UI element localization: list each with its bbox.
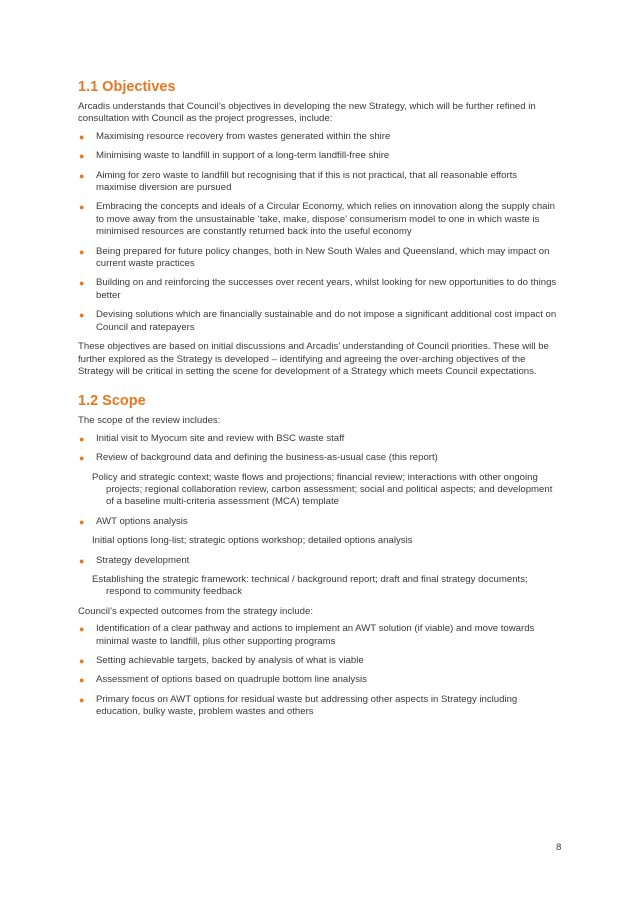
bullet-icon: ● xyxy=(79,310,85,321)
scope-item4-detail: Establishing the strategic framework: technical / background report; draft and final strategy documents; respond to community feedback xyxy=(92,573,528,598)
list-item: ● Setting achievable targets, backed by analysis of what is viable xyxy=(79,655,364,666)
document-page xyxy=(78,78,558,726)
bullet-icon: ● xyxy=(79,624,85,635)
scope-list-1 xyxy=(78,433,558,465)
bullet-icon: ● xyxy=(79,131,85,142)
list-item: ● Building on and reinforcing the successes over recent years, whilst looking for new opportunities to do things better xyxy=(79,277,557,301)
scope-list-2 xyxy=(78,516,558,528)
outcomes-intro: Council’s expected outcomes from the strategy include: xyxy=(78,605,313,617)
scope-item2-detail: Policy and strategic context; waste flows and projections; financial review; interactions with other ongoing projects; regional collaboration review, carbon assessment; social and political aspects; and development of a baseline multi-criteria assessment (MCA) template xyxy=(92,471,553,508)
bullet-icon: ● xyxy=(79,202,85,213)
list-item: ● AWT options analysis xyxy=(79,515,188,527)
list-item: ● Identification of a clear pathway and actions to implement an AWT solution (if viable) and move towards minimal waste to landfill, plus other supporting programs xyxy=(79,623,535,647)
bullet-icon: ● xyxy=(79,246,85,257)
bullet-icon: ● xyxy=(79,170,85,181)
bullet-icon: ● xyxy=(79,516,85,527)
scope-intro: The scope of the review includes: xyxy=(78,415,221,427)
list-item: ● Strategy development xyxy=(79,554,190,566)
list-item: ● Embracing the concepts and ideals of a Circular Economy, which relies on innovation along the supply chain to move away from the unsustainable ‘take, make, dispose’ consumerism model to one in which waste is minimised resources are constantly returned back into the useful economy xyxy=(79,201,555,238)
list-item: ● Review of background data and defining the business-as-usual case (this report) xyxy=(79,452,438,464)
list-item: ● Aiming for zero waste to landfill but recognising that if this is not practical, that all reasonable efforts maximise diversion are pursued xyxy=(79,169,518,194)
list-item: ● Being prepared for future policy changes, both in New South Wales and Queensland, which may impact on current waste practices xyxy=(79,245,550,270)
outcomes-list xyxy=(78,623,558,718)
scope-item3-detail: Initial options long-list; strategic options workshop; detailed options analysis xyxy=(92,535,413,547)
bullet-icon: ● xyxy=(79,656,85,666)
objectives-intro: Arcadis understands that Council’s objectives in developing the new Strategy, which will be further refined in consultation with Council as the project progresses, include: xyxy=(78,101,536,125)
list-item: ● Maximising resource recovery from wastes generated within the shire xyxy=(79,130,391,142)
list-item: ● Devising solutions which are financially sustainable and do not impose a significant additional cost impact on Council and ratepayers xyxy=(79,309,557,333)
scope-list-3 xyxy=(78,555,558,567)
bullet-icon: ● xyxy=(79,694,85,705)
list-item: ● Initial visit to Myocum site and review with BSC waste staff xyxy=(79,432,345,444)
scope-heading: 1.2 Scope xyxy=(78,393,146,410)
bullet-icon: ● xyxy=(79,675,85,686)
bullet-icon: ● xyxy=(79,555,85,566)
bullet-icon: ● xyxy=(79,453,85,464)
list-item: ● Minimising waste to landfill in support of a long-term landfill-free shire xyxy=(79,150,390,162)
objectives-closing: These objectives are based on initial discussions and Arcadis’ understanding of Council priorities. These will be further explored as the Strategy is developed – identifying and agreeing the over-arching objectives of the Strategy will be critical in setting the scene for development of a Strategy which meets Council expectations. xyxy=(78,341,549,377)
bullet-icon: ● xyxy=(79,278,85,289)
objectives-heading: 1.1 Objectives xyxy=(78,79,176,95)
list-item: ● Assessment of options based on quadruple bottom line analysis xyxy=(79,674,367,686)
objectives-list xyxy=(78,131,558,334)
bullet-icon: ● xyxy=(79,151,85,162)
page-number: 8 xyxy=(556,842,562,853)
bullet-icon: ● xyxy=(79,433,85,444)
list-item: ● Primary focus on AWT options for residual waste but addressing other aspects in Strategy including education, bulky waste, problem wastes and others xyxy=(79,693,518,718)
